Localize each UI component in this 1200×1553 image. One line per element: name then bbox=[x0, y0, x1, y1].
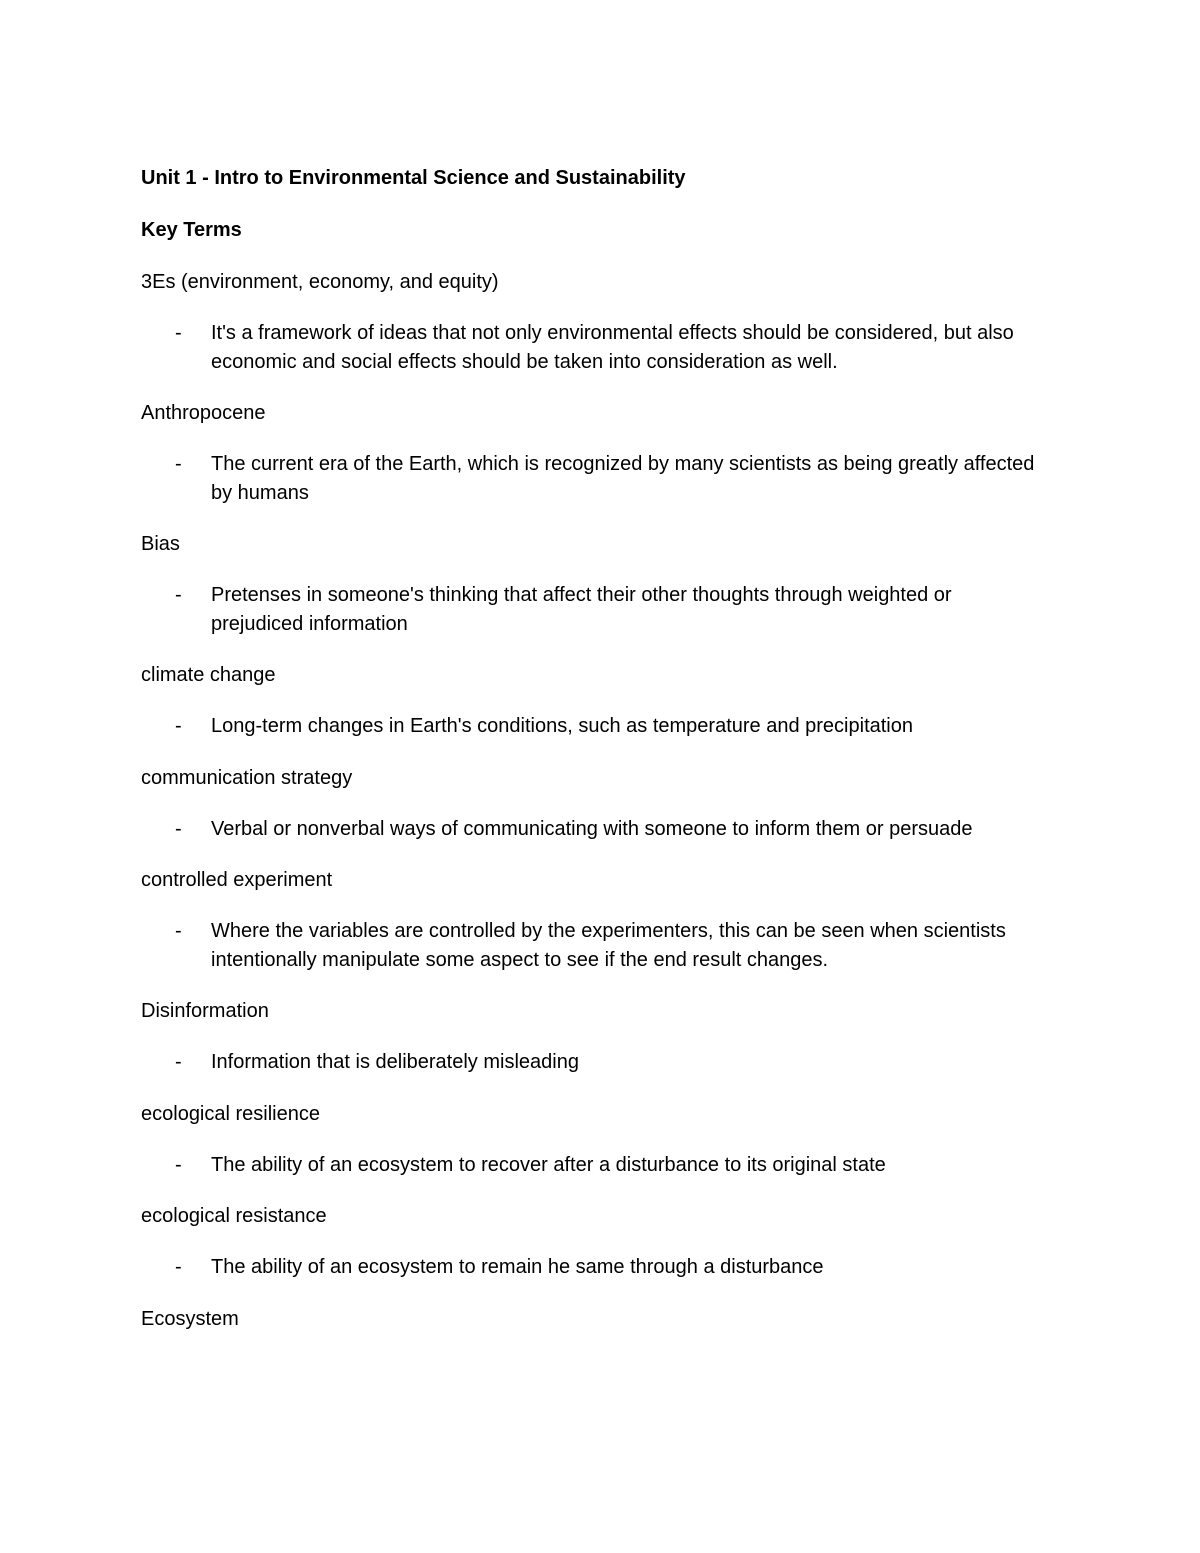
section-heading-key-terms: Key Terms bbox=[141, 219, 242, 241]
bullet-dash: - bbox=[175, 322, 182, 344]
bullet-dash: - bbox=[175, 817, 182, 840]
term-definition bbox=[141, 917, 1041, 974]
term-label: communication strategy bbox=[141, 766, 353, 789]
definition-text: It's a framework of ideas that not only environmental effects should be considered, but also economic and social effects should be taken into consideration as well. bbox=[211, 322, 1014, 373]
key-terms-list bbox=[141, 267, 1041, 1334]
document-title: Unit 1 - Intro to Environmental Science and Sustainability bbox=[141, 167, 686, 189]
term-label: 3Es (environment, economy, and equity) bbox=[141, 271, 499, 293]
bullet-dash: - bbox=[175, 584, 182, 606]
term-label: climate change bbox=[141, 664, 276, 686]
definition-text: Where the variables are controlled by the experimenters, this can be seen when scientists intentionally manipulate some aspect to see if the end result changes. bbox=[211, 920, 1006, 971]
definition-text: The current era of the Earth, which is recognized by many scientists as being greatly affected by humans bbox=[211, 453, 1035, 504]
document-page bbox=[141, 163, 1041, 1356]
term-definition bbox=[141, 450, 1041, 507]
definition-text: Pretenses in someone's thinking that affect their other thoughts through weighted or prejudiced information bbox=[211, 584, 952, 635]
bullet-dash: - bbox=[175, 920, 182, 942]
term-definition bbox=[141, 1151, 1041, 1180]
definition-text: The ability of an ecosystem to remain he same through a disturbance bbox=[211, 1256, 824, 1278]
term-definition bbox=[141, 712, 1041, 741]
term-label: Disinformation bbox=[141, 1000, 269, 1022]
term-definition bbox=[141, 1253, 1041, 1282]
bullet-dash: - bbox=[175, 715, 182, 737]
term-label: Ecosystem bbox=[141, 1307, 239, 1330]
definition-text: Information that is deliberately misleading bbox=[211, 1051, 579, 1073]
bullet-dash: - bbox=[175, 1153, 182, 1176]
definition-text: Long-term changes in Earth's conditions, such as temperature and precipitation bbox=[211, 715, 913, 737]
term-label: ecological resilience bbox=[141, 1102, 320, 1125]
bullet-dash: - bbox=[175, 1256, 182, 1278]
term-definition bbox=[141, 319, 1041, 376]
term-label: Bias bbox=[141, 533, 180, 555]
term-definition bbox=[141, 1048, 1041, 1077]
term-label: Anthropocene bbox=[141, 402, 266, 424]
definition-text: Verbal or nonverbal ways of communicating with someone to inform them or persuade bbox=[211, 817, 973, 840]
term-definition bbox=[141, 581, 1041, 638]
term-label: controlled experiment bbox=[141, 869, 333, 891]
bullet-dash: - bbox=[175, 1051, 182, 1073]
definition-text: The ability of an ecosystem to recover after a disturbance to its original state bbox=[211, 1153, 886, 1176]
term-label: ecological resistance bbox=[141, 1205, 327, 1227]
term-definition bbox=[141, 815, 1041, 844]
bullet-dash: - bbox=[175, 453, 182, 475]
